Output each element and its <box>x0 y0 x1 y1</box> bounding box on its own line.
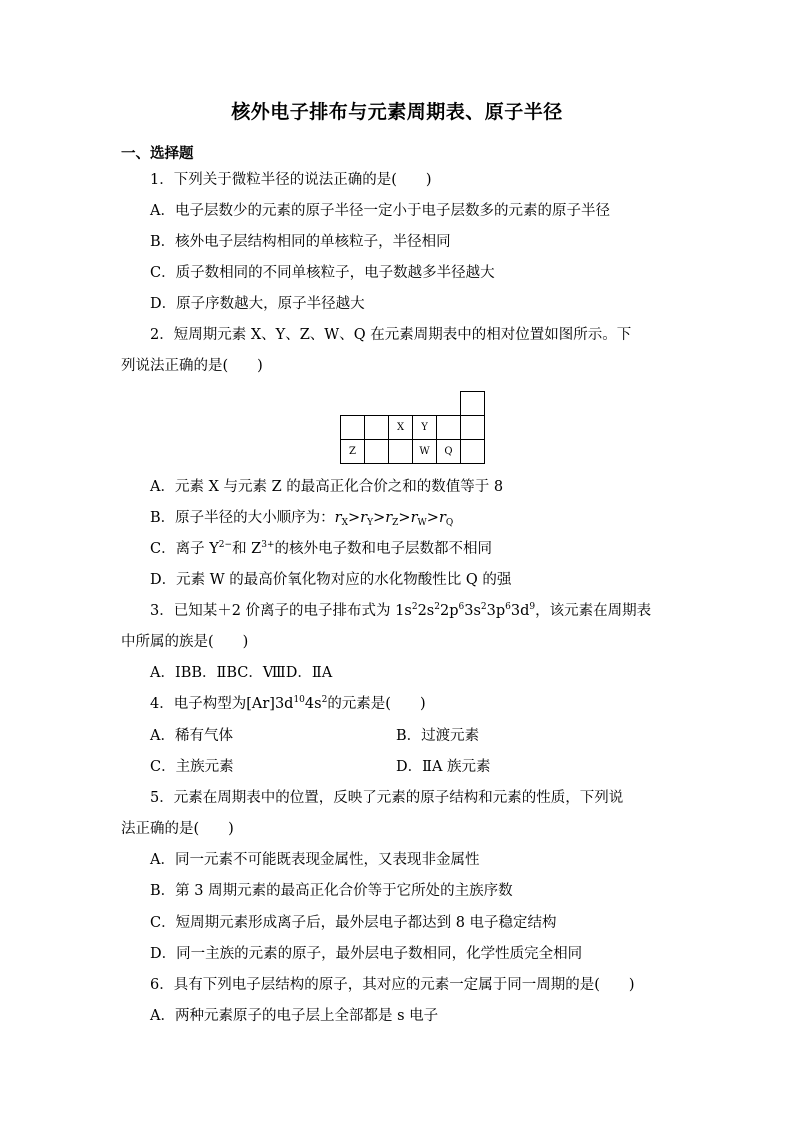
question-4-option-c: C．主族元素 <box>150 759 234 775</box>
question-1-stem: 1．下列关于微粒半径的说法正确的是( ) <box>150 172 432 188</box>
table-cell-w: W <box>412 439 437 464</box>
table-cell <box>388 439 413 464</box>
question-5-stem-line2: 法正确的是( ) <box>121 821 234 837</box>
question-5-option-b: B．第 3 周期元素的最高正化合价等于它所处的主族序数 <box>150 883 513 899</box>
section-heading: 一、选择题 <box>121 145 194 162</box>
table-cell <box>364 415 389 440</box>
table-cell <box>340 415 365 440</box>
table-cell <box>436 415 461 440</box>
question-3-option-c: C．Ⅷ <box>237 665 286 681</box>
table-cell-z: Z <box>340 439 365 464</box>
question-4-stem: 4．电子构型为$[Ar]3d^{10}4s^2$的元素是( ) <box>150 695 426 712</box>
question-1-option-a: A．电子层数少的元素的原子半径一定小于电子层数多的元素的原子半径 <box>150 203 610 219</box>
question-3-options <box>150 663 332 683</box>
table-cell-x: X <box>388 415 413 440</box>
question-2-option-b: B．原子半径的大小顺序为：$r_X>r_Y>r_Z>r_W>r_Q$ <box>150 510 454 528</box>
question-4-option-a: A．稀有气体 <box>150 728 233 744</box>
question-1-option-d: D．原子序数越大，原子半径越大 <box>150 296 365 312</box>
question-3-option-d: D．ⅡA <box>285 665 333 681</box>
table-cell <box>460 415 485 440</box>
table-cell <box>460 439 485 464</box>
question-4-option-b: B．过渡元素 <box>396 728 480 744</box>
question-5-option-a: A．同一元素不可能既表现金属性，又表现非金属性 <box>150 852 480 868</box>
question-5-stem-line1: 5．元素在周期表中的位置，反映了元素的原子结构和元素的性质，下列说 <box>150 790 624 806</box>
question-2-option-a: A．元素 X 与元素 Z 的最高正化合价之和的数值等于 8 <box>150 479 504 495</box>
question-3-option-a: A．ⅠB <box>150 665 192 681</box>
question-5-option-d: D．同一主族的元素的原子，最外层电子数相同，化学性质完全相同 <box>150 946 583 962</box>
question-2-option-d: D．元素 W 的最高价氧化物对应的水化物酸性比 Q 的强 <box>150 572 512 588</box>
question-2-stem-line1: 2．短周期元素 X、Y、Z、W、Q 在元素周期表中的相对位置如图所示。下 <box>150 327 632 343</box>
question-3-option-b: B．ⅡB <box>191 665 238 681</box>
question-6-option-a: A．两种元素原子的电子层上全部都是 s 电子 <box>150 1008 439 1024</box>
question-1-option-c: C．质子数相同的不同单核粒子，电子数越多半径越大 <box>150 265 495 281</box>
question-2-stem-line2: 列说法正确的是( ) <box>121 358 263 374</box>
question-2-option-c: C．离子 $Y^{2-}$和 $Z^{3+}$的核外电子数和电子层数都不相同 <box>150 540 493 557</box>
table-cell-q: Q <box>436 439 461 464</box>
page-title: 核外电子排布与元素周期表、原子半径 <box>231 101 563 123</box>
question-1-option-b: B．核外电子层结构相同的单核粒子，半径相同 <box>150 234 451 250</box>
table-cell <box>364 439 389 464</box>
periodic-table-fragment <box>340 391 486 463</box>
question-3-stem-line2: 中所属的族是( ) <box>121 634 249 650</box>
question-6-stem: 6．具有下列电子层结构的原子，其对应的元素一定属于同一周期的是( ) <box>150 977 635 993</box>
question-5-option-c: C．短周期元素形成离子后，最外层电子都达到 8 电子稳定结构 <box>150 915 557 931</box>
question-4-option-d: D．ⅡA 族元素 <box>396 759 491 775</box>
table-cell <box>460 391 485 416</box>
table-cell-y: Y <box>412 415 437 440</box>
question-3-stem-line1: 3．已知某＋2 价离子的电子排布式为 $1s^22s^22p^63s^23p^63d^9$，该元素在周期表 <box>150 602 652 619</box>
